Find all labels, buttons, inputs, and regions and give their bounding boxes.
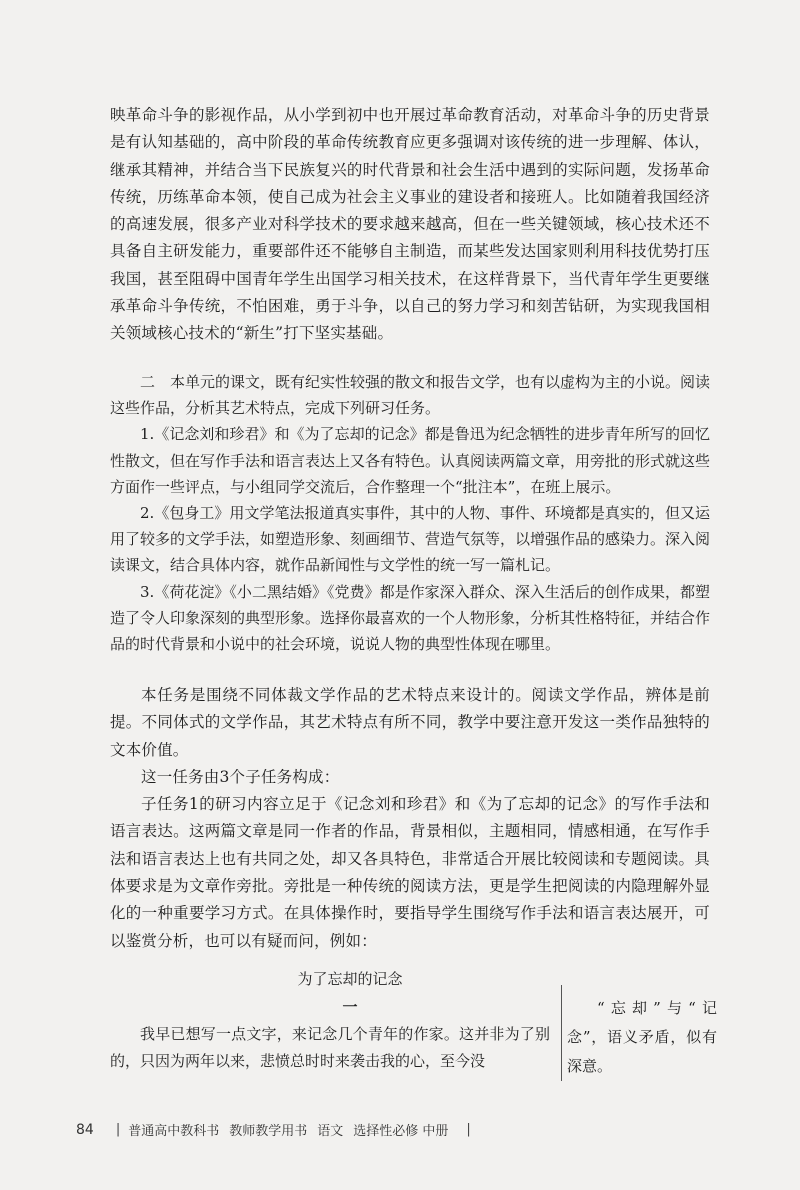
footer-separator: | xyxy=(466,1122,471,1137)
page-number: 84 xyxy=(76,1121,94,1138)
guide-paragraph-2: 这一任务由3个子任务构成： xyxy=(141,767,340,786)
intro-paragraph: 映革命斗争的影视作品，从小学到初中也开展过革命教育活动，对革命斗争的历史背景是有认知基础的，高中阶段的革命传统教育应更多强调对该传统的进一步理解、体认，继承其精神，并结合当下民族复兴的时代背景和社会生活中遇到的实际问题，发扬革命传统，历练革命本领，使自己成为社会主义事业的建设者和接班人。比如随着我国经济的高速发展，很多产业对科学技术的要求越来越高，但在一些关键领域，核心技术还不具备自主研发能力，重要部件还不能够自主制造，而某些发达国家则利用科技优势打压我国，甚至阻碍中国青年学生出国学习相关技术，在这样背景下，当代青年学生更要继承革命斗争传统，不怕困难，勇于斗争，以自己的努力学习和刻苦钻研，为实现我国相关领域核心技术的“新生”打下坚实基础。 xyxy=(110,106,710,343)
annotation-divider xyxy=(561,985,562,1081)
study-task-section xyxy=(110,369,710,657)
task-2: 2.《包身工》用文学笔法报道真实事件，其中的人物、事件、环境都是真实的，但又运用了较多的文学手法，如塑造形象、刻画细节、营造气氛等，以增强作品的感染力。深入阅读课文，结合具体内容，就作品新闻性与文学性的统一写一篇札记。 xyxy=(110,504,711,575)
footer-book: 教师教学用书 xyxy=(229,1124,308,1139)
intro-section xyxy=(110,102,710,348)
footer-separator: | xyxy=(115,1122,121,1137)
guide-paragraph-3: 子任务1的研习内容立足于《记念刘和珍君》和《为了忘却的记念》的写作手法和语言表达。这两篇文章是同一作者的作品，背景相似，主题相同，情感相通，在写作手法和语言表达上也有共同之处，却又各具特色，非常适合开展比较阅读和专题阅读。具体要求是为文章作旁批。旁批是一种传统的阅读方法，更是学生把阅读的内隐理解外显化的一种重要学习方式。在具体操作时，要指导学生围绕写作手法和语言表达展开，可以鉴赏分析，也可以有疑而问，例如： xyxy=(110,795,710,950)
footer-series: 普通高中教科书 xyxy=(128,1124,220,1139)
guide-paragraph-1: 本任务是围绕不同体裁文学作品的艺术特点来设计的。阅读文学作品，辨体是前提。不同体式的文学作品，其艺术特点有所不同，教学中要注意开发这一类作品独特的文本价值。 xyxy=(110,686,710,759)
section-lead: 二 本单元的课文，既有纪实性较强的散文和报告文学，也有以虚构为主的小说。阅读这些作品，分析其艺术特点，完成下列研习任务。 xyxy=(110,373,711,418)
side-annotation: “忘却”与“记念”，语义矛盾，似有深意。 xyxy=(567,999,717,1075)
excerpt-text: 我早已想写一点文字，来记念几个青年的作家。这并非为了别的，只因为两年以来，悲愤总时时来袭击我的心，至今没 xyxy=(110,1025,550,1070)
task-1: 1.《记念刘和珍君》和《为了忘却的记念》都是鲁迅为纪念牺牲的进步青年所写的回忆性散文，但在写作手法和语言表达上又各有特色。认真阅读两篇文章，用旁批的形式就这些方面作一些评点，与小组同学交流后，合作整理一个“批注本”，在班上展示。 xyxy=(110,425,711,496)
footer-volume: 选择性必修 中册 xyxy=(353,1124,449,1139)
footer-subject: 语文 xyxy=(317,1124,344,1139)
excerpt-title: 为了忘却的记念 xyxy=(297,970,403,988)
page-footer xyxy=(76,1120,479,1139)
excerpt-section-number: 一 xyxy=(342,998,358,1016)
task-3: 3.《荷花淀》《小二黑结婚》《党费》都是作家深入群众、深入生活后的创作成果，都塑造了令人印象深刻的典型形象。选择你最喜欢的一个人物形象，分析其性格特征，并结合作品的时代背景和小说中的社会环境，说说人物的典型性体现在哪里。 xyxy=(110,582,711,654)
teaching-guide-section xyxy=(110,682,710,955)
